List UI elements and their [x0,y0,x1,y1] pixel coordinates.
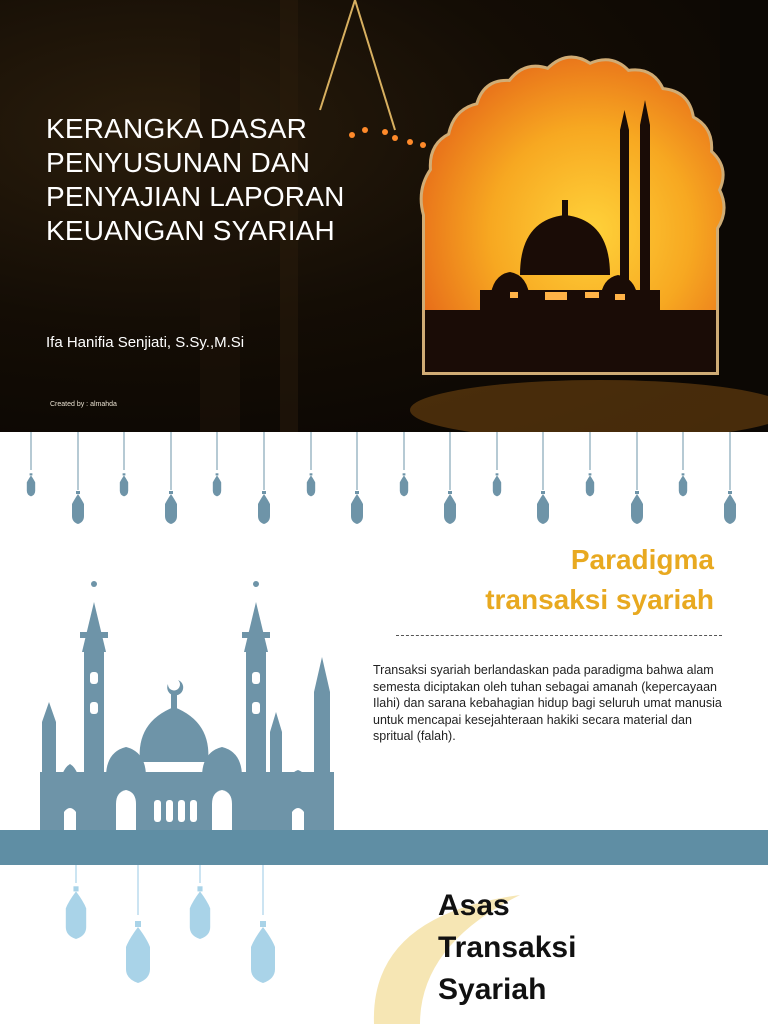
title-line-4: KEUANGAN SYARIAH [46,215,335,246]
presentation-title [46,112,426,248]
heading-line-1: Paradigma [570,544,714,575]
paradigm-heading [485,540,714,620]
title-line-3: PENYAJIAN LAPORAN [46,181,345,212]
paradigm-slide [0,432,768,865]
hanging-lanterns-icon [27,432,736,524]
heading-line-2: transaksi syariah [485,584,714,615]
dashed-divider [396,635,722,636]
heading-line-3: Syariah [438,973,547,1006]
footer-band [0,830,768,865]
paradigm-body-text: Transaksi syariah berlandaskan pada paradigma bahwa alam semesta diciptakan oleh tuhan sebagai amanah (kepercayaan Ilahi) dan sarana kebahagian hidup bagi seluruh umat manusia untuk mencapai kesejahteraan hakiki secara material dan spritual (falah). [373,663,722,743]
heading-line-2: Transaksi [438,931,577,964]
title-line-2: PENYUSUNAN DAN [46,147,311,178]
hanging-lanterns-icon [66,865,275,983]
slide3-decoration [0,865,768,1024]
heading-line-1: Asas [438,889,510,922]
principles-slide [0,865,768,1024]
title-line-1: KERANGKA DASAR [46,113,308,144]
author-name: Ifa Hanifia Senjiati, S.Sy.,M.Si [46,334,245,351]
credit-text: Created by : almahda [50,401,117,408]
title-slide [0,0,768,432]
principles-heading [438,885,576,1011]
mosque-silhouette-icon [40,581,334,830]
slide2-decoration [0,432,768,865]
